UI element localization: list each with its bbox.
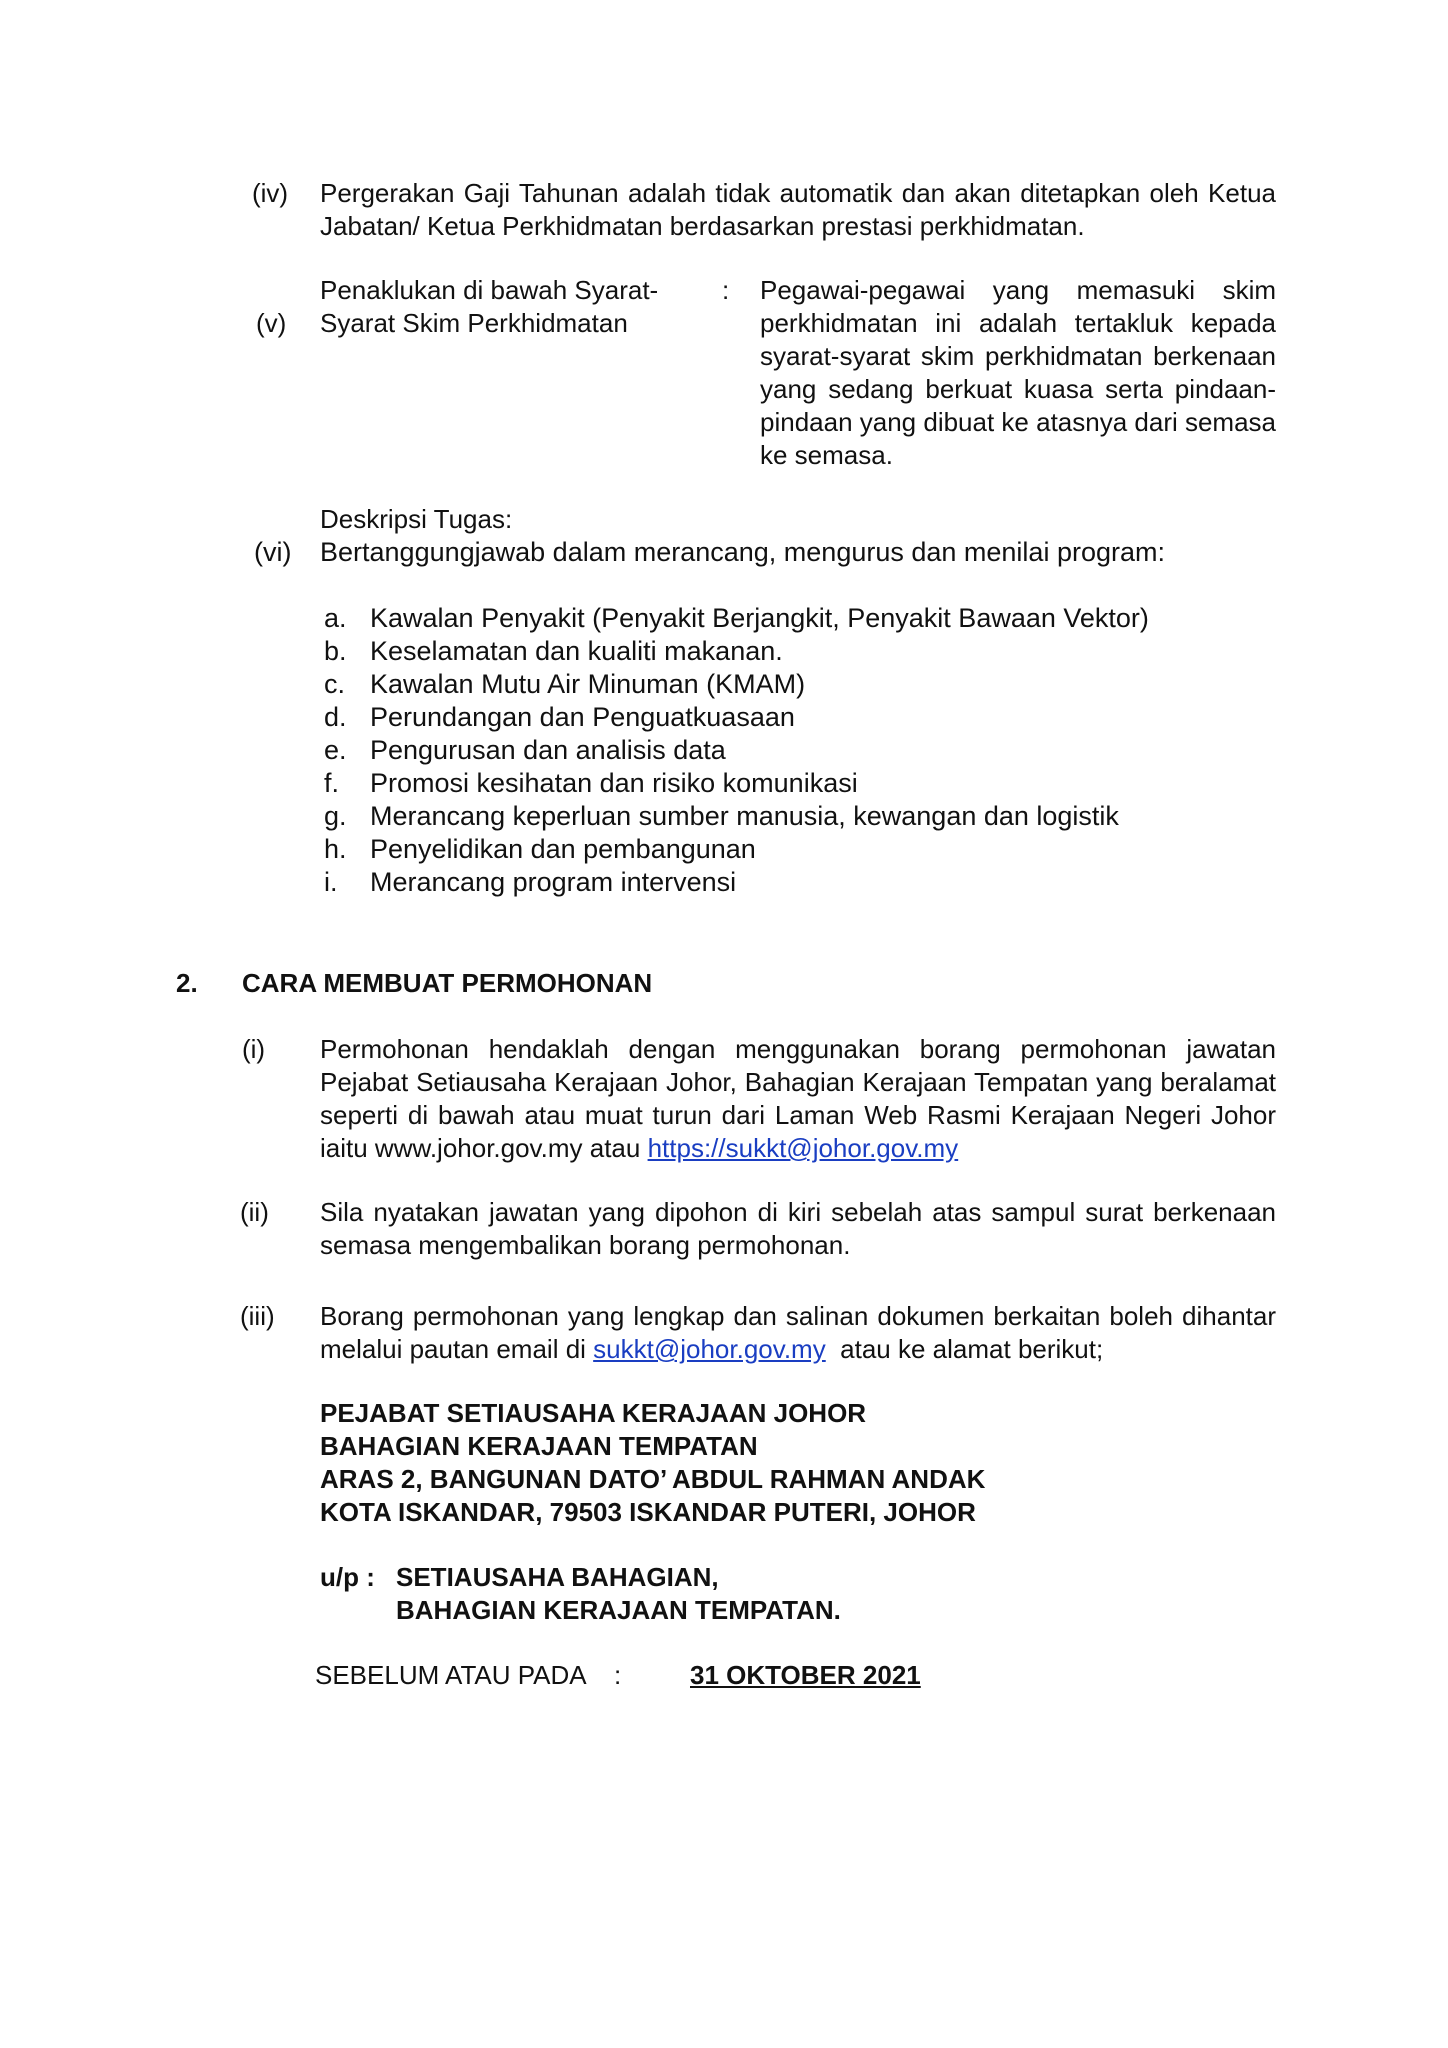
list-item [324,866,1149,899]
address-line-1: PEJABAT SETIAUSAHA KERAJAAN JOHOR [320,1398,867,1428]
list-item-letter: d. [324,702,347,732]
attention-prefix: u/p : [320,1562,375,1592]
item-iv-number: (iv) [252,178,289,208]
s2-item-i-body: Permohonan hendaklah dengan menggunakan borang permohonan jawatan Pejabat Setiausaha Kerajaan Johor, Bahagian Kerajaan Tempatan yang beralamat seperti di bawah atau muat turun dari Laman Web Rasmi Kerajaan Negeri Johor iaitu www.johor.gov.my atau [320,1034,1276,1163]
task-list [324,602,1149,899]
list-item-text: Kawalan Mutu Air Minuman (KMAM) [370,669,806,699]
list-item-text: Promosi kesihatan dan risiko komunikasi [370,768,858,798]
list-item-text: Perundangan dan Penguatkuasaan [370,702,795,732]
list-item-letter: h. [324,834,347,864]
s2-item-iii-tail: atau ke alamat berikut; [825,1334,1104,1364]
list-item [324,767,1149,800]
address-line-4: KOTA ISKANDAR, 79503 ISKANDAR PUTERI, JOHOR [320,1497,976,1527]
item-vi-intro: Bertanggungjawab dalam merancang, mengurus dan menilai program: [320,537,1165,567]
attention-line-1: SETIAUSAHA BAHAGIAN, [396,1562,719,1592]
sukkt-web-link[interactable]: https://sukkt@johor.gov.my [647,1133,959,1163]
s2-item-ii-number: (ii) [240,1197,269,1227]
list-item-letter: b. [324,636,347,666]
list-item [324,701,1149,734]
s2-item-iii-number: (iii) [240,1301,275,1331]
s2-item-iii-text [320,1300,1276,1366]
s2-item-ii-text: Sila nyatakan jawatan yang dipohon di kiri sebelah atas sampul surat berkenaan semasa mengembalikan borang permohonan. [320,1197,1276,1260]
item-v-number: (v) [256,308,287,338]
list-item-text: Penyelidikan dan pembangunan [370,834,756,864]
section-2-title: CARA MEMBUAT PERMOHONAN [242,968,653,998]
item-vi-heading: Deskripsi Tugas: [320,504,513,534]
list-item-letter: i. [324,867,338,897]
list-item-letter: f. [324,768,340,798]
item-v-label-line1: Penaklukan di bawah Syarat- [320,275,659,305]
list-item [324,635,1149,668]
deadline-colon: : [614,1660,622,1690]
section-2-number: 2. [176,968,198,998]
list-item-letter: c. [324,669,346,699]
list-item [324,602,1149,635]
s2-item-i-number: (i) [242,1034,266,1064]
address-line-3: ARAS 2, BANGUNAN DATO’ ABDUL RAHMAN ANDAK [320,1464,986,1494]
list-item [324,833,1149,866]
list-item-letter: a. [324,603,347,633]
list-item-text: Kawalan Penyakit (Penyakit Berjangkit, Penyakit Bawaan Vektor) [370,603,1149,633]
sukkt-email-link[interactable]: sukkt@johor.gov.my [593,1334,826,1364]
list-item-letter: g. [324,801,347,831]
item-v-text: Pegawai-pegawai yang memasuki skim perkhidmatan ini adalah tertakluk kepada syarat-syarat skim perkhidmatan berkenaan yang sedang berkuat kuasa serta pindaan-pindaan yang dibuat ke atasnya dari semasa ke semasa. [760,275,1277,470]
list-item-text: Merancang program intervensi [370,867,737,897]
s2-item-i-text [320,1033,1276,1165]
address-line-2: BAHAGIAN KERAJAAN TEMPATAN [320,1431,758,1461]
list-item [324,800,1149,833]
item-v-label-line2: Syarat Skim Perkhidmatan [320,308,628,338]
list-item [324,734,1149,767]
item-v-colon: : [722,275,730,305]
list-item [324,668,1149,701]
list-item-text: Merancang keperluan sumber manusia, kewangan dan logistik [370,801,1119,831]
attention-line-2: BAHAGIAN KERAJAAN TEMPATAN. [396,1595,841,1625]
deadline-date: 31 OKTOBER 2021 [690,1660,921,1690]
s2-item-iii-body: Borang permohonan yang lengkap dan salinan dokumen berkaitan boleh dihantar melalui pautan email di [320,1301,1276,1364]
list-item-text: Keselamatan dan kualiti makanan. [370,636,783,666]
item-iv-text: Pergerakan Gaji Tahunan adalah tidak automatik dan akan ditetapkan oleh Ketua Jabatan/ Ketua Perkhidmatan berdasarkan prestasi perkhidmatan. [320,178,1276,241]
list-item-letter: e. [324,735,347,765]
deadline-label: SEBELUM ATAU PADA [315,1660,587,1690]
list-item-text: Pengurusan dan analisis data [370,735,726,765]
item-vi-number: (vi) [254,537,292,567]
